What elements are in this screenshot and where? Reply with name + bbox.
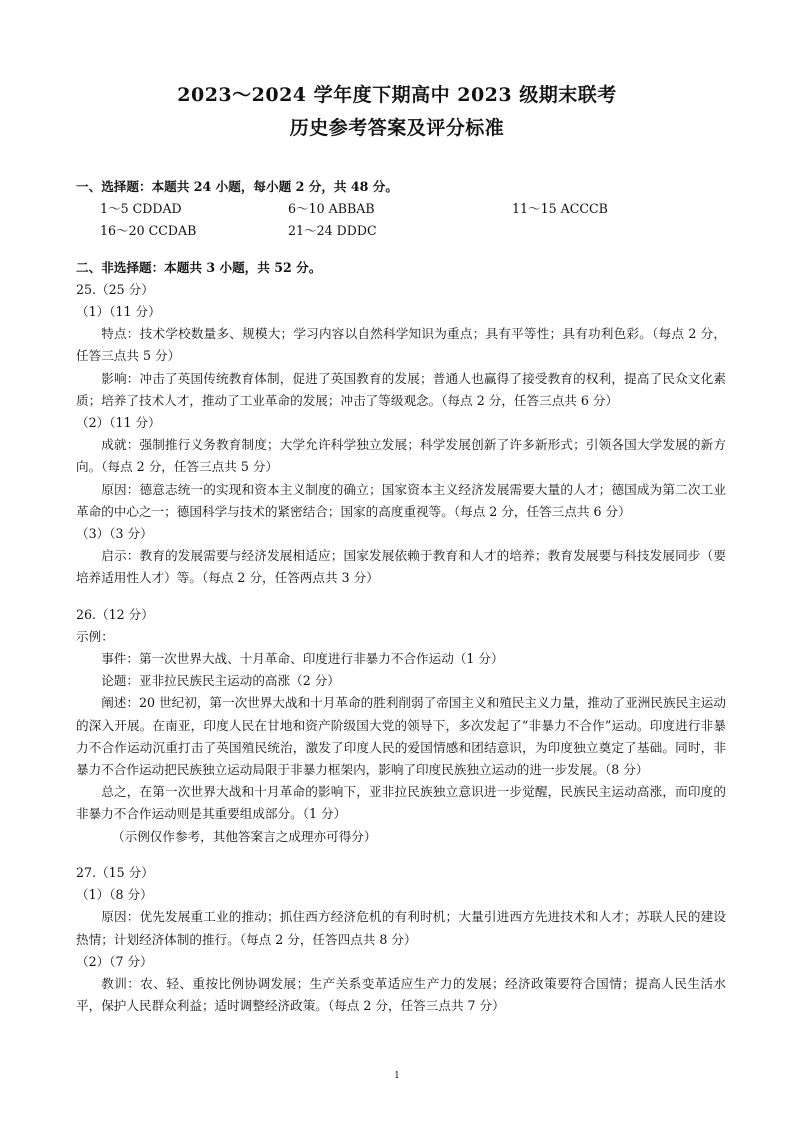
- q25-sub1: （1）（11 分）: [76, 304, 161, 320]
- mc-answer-21-24: 21～24 DDDC: [288, 223, 377, 239]
- q25-reasons: 原因：德意志统一的实现和资本主义制度的确立；国家资本主义经济发展需要大量的人才；德国成为第二次工业革命的中心之一；德国科学与技术的紧密结合；国家的高度重视等。（每点 2 分，任答三点共 6 分）: [76, 481, 726, 519]
- mc-answer-6-10: 6～10 ABBAB: [288, 201, 375, 217]
- q25-impact: 影响：冲击了英国传统教育体制，促进了英国教育的发展；普通人也赢得了接受教育的权利，提高了民众文化素质；培养了技术人才，推动了工业革命的发展；冲击了等级观念。（每点 2 分，任答三点共 6 分）: [76, 370, 726, 408]
- q27-lessons: 教训：农、轻、重按比例协调发展；生产关系变革适应生产力的发展；经济政策要符合国情；提高人民生活水平，保护人民群众利益；适时调整经济政策。（每点 2 分，任答三点共 7 分）: [76, 975, 726, 1014]
- mc-answers-row-1: [76, 198, 726, 220]
- q27-number: 27.（15 分）: [76, 864, 154, 880]
- q25-achievements: 成就：强制推行义务教育制度；大学允许科学独立发展；科学发展创新了许多新形式；引领各国大学发展的新方向。（每点 2 分，任答三点共 5 分）: [76, 437, 726, 475]
- q27-sub1: （1）（8 分）: [76, 887, 153, 903]
- mc-answer-11-15: 11～15 ACCCB: [512, 201, 608, 217]
- q26-example-label: 示例：: [76, 628, 114, 644]
- mc-answer-16-20: 16～20 CCDAB: [100, 223, 197, 239]
- page-number: 1: [394, 1071, 400, 1081]
- mc-answers-row-2: [76, 220, 726, 242]
- q26-event: 事件：第一次世界大战、十月革命、印度进行非暴力不合作运动（1 分）: [101, 651, 504, 667]
- answer-body: [76, 176, 726, 1017]
- q25-features: 特点：技术学校数量多、规模大；学习内容以自然科学知识为重点；具有平等性；具有功利色彩。（每点 2 分，任答三点共 5 分）: [76, 326, 726, 364]
- q26-number: 26.（12 分）: [76, 606, 154, 622]
- q27-reasons: 原因：优先发展重工业的推动；抓住西方经济危机的有利时机；大量引进西方先进技术和人才；苏联人民的建设热情；计划经济体制的推行。（每点 2 分，任答四点共 8 分）: [76, 909, 726, 947]
- mc-answer-1-5: 1～5 CDDAD: [100, 201, 182, 217]
- q26-summary: 总之，在第一次世界大战和十月革命的影响下，亚非拉民族独立意识进一步觉醒，民族民主运动高涨，而印度的非暴力不合作运动则是其重要组成部分。（1 分）: [76, 784, 726, 822]
- part1-heading: 一、选择题：本题共 24 小题，每小题 2 分，共 48 分。: [76, 179, 398, 194]
- exam-title: 2023～2024 学年度下期高中 2023 级期末联考: [177, 84, 617, 106]
- q25-sub3: （3）（3 分）: [76, 526, 153, 542]
- exam-subtitle: 历史参考答案及评分标准: [289, 117, 505, 139]
- part2-heading: 二、非选择题：本题共 3 小题，共 52 分。: [76, 259, 322, 275]
- q27-sub2: （2）（7 分）: [76, 953, 153, 969]
- q25-number: 25.（25 分）: [76, 281, 154, 297]
- q25-insight: 启示：教育的发展需要与经济发展相适应；国家发展依赖于教育和人才的培养；教育发展要与科技发展同步（要培养适用性人才）等。（每点 2 分，任答两点共 3 分）: [76, 548, 726, 586]
- q26-note: （示例仅作参考，其他答案言之成理亦可得分）: [112, 828, 377, 844]
- q26-thesis: 论题：亚非拉民族民主运动的高涨（2 分）: [101, 673, 340, 689]
- q26-argument: 阐述：20 世纪初，第一次世界大战和十月革命的胜利削弱了帝国主义和殖民主义力量，推动了亚洲民族民主运动的深入开展。在南亚，印度人民在甘地和资产阶级国大党的领导下，多次发起了“非暴力不合作”运动。印度进行非暴力不合作运动沉重打击了英国殖民统治，激发了印度人民的爱国情感和团结意识，为印度独立奠定了基础。同时，非暴力不合作运动把民族独立运动局限于非暴力框架内，影响了印度民族独立运动的进一步发展。（8 分）: [76, 695, 726, 778]
- q25-sub2: （2）（11 分）: [76, 415, 161, 431]
